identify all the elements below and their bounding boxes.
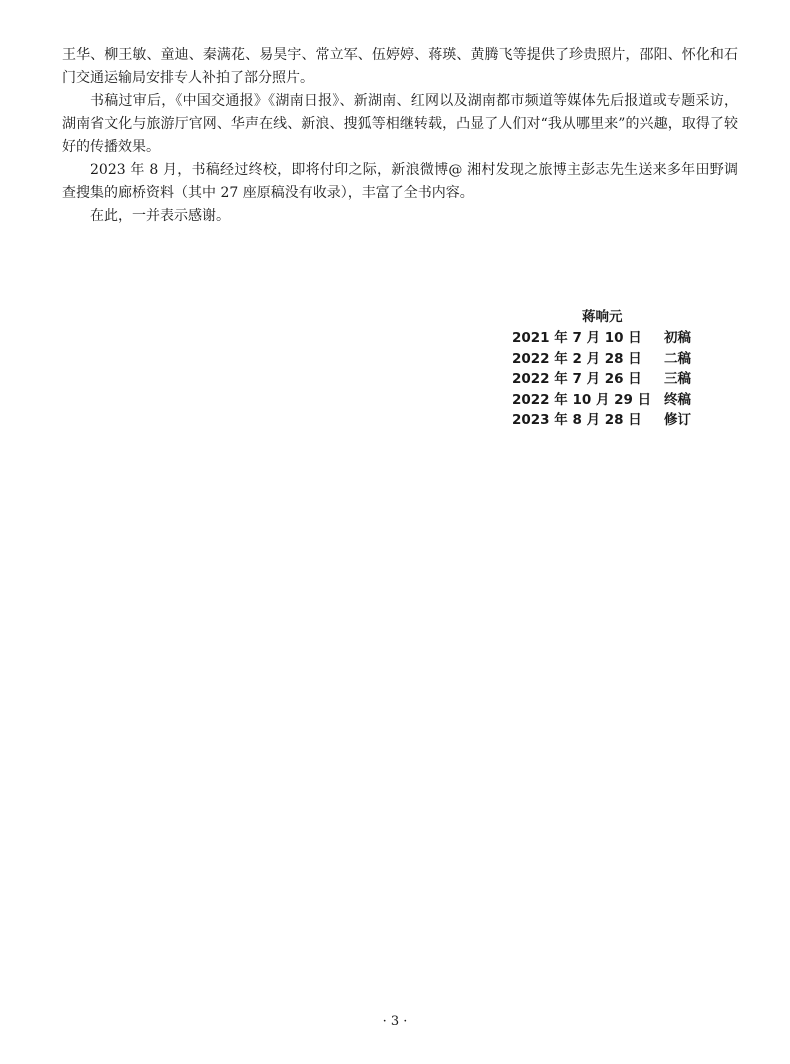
draft-date: 2022 年 7 月 26 日 <box>512 371 642 387</box>
draft-row <box>512 390 712 411</box>
draft-label: 终稿 <box>664 391 691 408</box>
draft-label: 修订 <box>664 412 691 428</box>
draft-date: 2022 年 10 月 29 日 <box>512 391 652 408</box>
paragraph-media-coverage: 书稿过审后，《中国交通报》《湖南日报》、新湖南、红网以及湖南都市频道等媒体先后报道或专题采访，湖南省文化与旅游厅官网、华声在线、新浪、搜狐等相继转载，凸显了人们对“我从哪里来”的兴趣，取得了较好的传播效果。 <box>62 93 738 155</box>
body-text <box>62 44 738 228</box>
paragraph-photo-credits: 王华、柳王敏、童迪、秦满花、易昊宇、常立军、伍婷婷、蒋瑛、黄腾飞等提供了珍贵照片，邵阳、怀化和石门交通运输局安排专人补拍了部分照片。 <box>62 47 738 86</box>
draft-row <box>512 410 712 431</box>
author-name: 蒋响元 <box>582 309 623 325</box>
draft-label: 三稿 <box>664 371 691 387</box>
draft-row <box>512 328 712 349</box>
draft-row <box>512 349 712 370</box>
draft-label: 初稿 <box>664 330 691 346</box>
draft-date: 2022 年 2 月 28 日 <box>512 350 642 367</box>
draft-date: 2023 年 8 月 28 日 <box>512 412 642 428</box>
paragraph-final-revision: 2023 年 8 月，书稿经过终校，即将付印之际，新浪微博@ 湘村发现之旅博主彭志先生送来多年田野调查搜集的廊桥资料（其中 27 座原稿没有收录），丰富了全书内容。 <box>62 162 738 201</box>
draft-row <box>512 369 712 390</box>
page-number: · 3 · <box>382 1014 408 1029</box>
signature-block <box>512 306 712 431</box>
draft-label: 二稿 <box>664 350 691 367</box>
paragraph-thanks: 在此，一并表示感谢。 <box>90 208 230 224</box>
draft-date: 2021 年 7 月 10 日 <box>512 330 642 346</box>
